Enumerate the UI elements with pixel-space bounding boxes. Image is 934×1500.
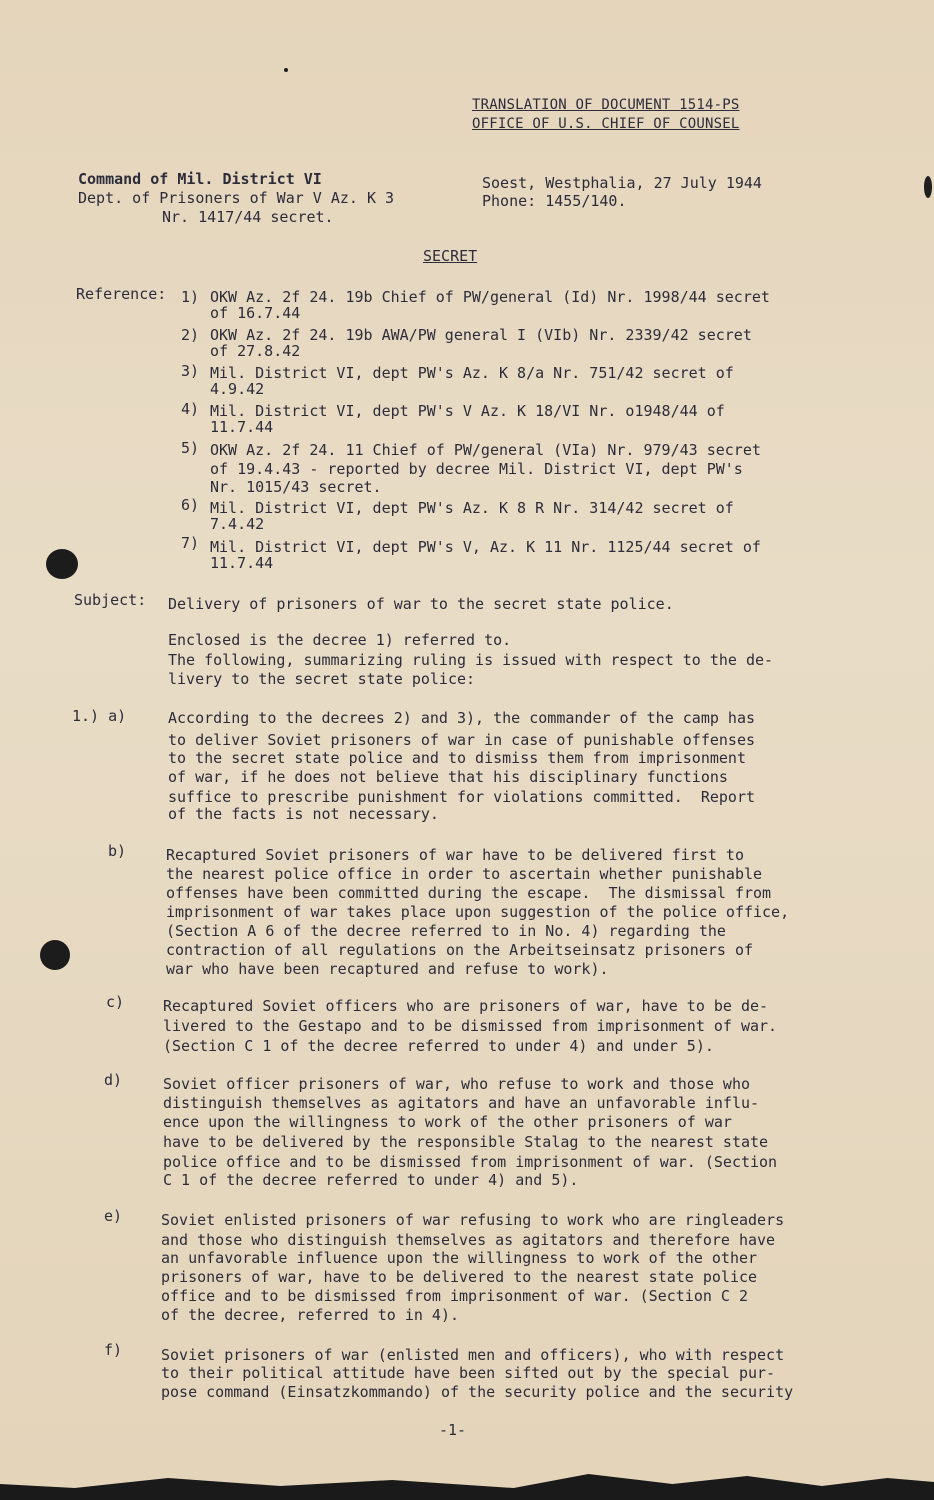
item-line: police office and to be dismissed from imprisonment of war. (Section [163,1153,778,1171]
page-number: -1- [439,1421,467,1439]
reference-num: 6) [181,496,200,514]
sender-command: Command of Mil. District VI [78,170,322,188]
reference-line: Mil. District VI, dept PW's V, Az. K 11 Nr. 1125/44 secret of [210,538,761,556]
intro-line: livery to the secret state police: [168,670,476,688]
classification-heading: SECRET [423,247,478,265]
item-label: 1.) a) [72,707,127,725]
reference-num: 7) [181,534,200,552]
punch-hole [46,549,78,579]
item-line: prisoners of war, have to be delivered to the nearest state police [161,1268,758,1286]
reference-line: Mil. District VI, dept PW's Az. K 8 R Nr. 314/42 secret of [210,499,734,517]
torn-bottom-edge [0,1460,934,1500]
reference-num: 1) [181,288,200,306]
speck [284,68,288,72]
reference-line: of 27.8.42 [210,342,301,360]
item-line: distinguish themselves as agitators and have an unfavorable influ- [163,1094,760,1112]
item-line: Recaptured Soviet prisoners of war have to be delivered first to [166,846,744,864]
item-line: Soviet enlisted prisoners of war refusing to work who are ringleaders [161,1211,785,1229]
item-label: b) [108,842,127,860]
item-label: f) [104,1341,123,1359]
reference-line: Mil. District VI, dept PW's Az. K 8/a Nr. 751/42 secret of [210,364,734,382]
intro-line: The following, summarizing ruling is issued with respect to the de- [168,651,774,669]
reference-line: 11.7.44 [210,418,274,436]
item-line: the nearest police office in order to ascertain whether punishable [166,865,763,883]
item-line: office and to be dismissed from imprisonment of war. (Section C 2 [161,1287,748,1305]
item-line: suffice to prescribe punishment for violations committed. Report [168,788,755,806]
punch-hole [40,940,70,970]
reference-line: of 16.7.44 [210,304,301,322]
reference-num: 3) [181,362,200,380]
item-line: According to the decrees 2) and 3), the commander of the camp has [168,709,755,727]
item-line: C 1 of the decree referred to under 4) and 5). [163,1171,579,1189]
reference-line: Mil. District VI, dept PW's V Az. K 18/VI Nr. o1948/44 of [210,402,725,420]
item-line: have to be delivered by the responsible Stalag to the nearest state [163,1133,769,1151]
item-line: livered to the Gestapo and to be dismissed from imprisonment of war. [163,1017,778,1035]
intro-line: Enclosed is the decree 1) referred to. [168,631,512,649]
item-line: Soviet officer prisoners of war, who refuse to work and those who [163,1075,750,1093]
item-line: of the decree, referred to in 4). [161,1306,460,1324]
item-line: offenses have been committed during the escape. The dismissal from [166,884,772,902]
item-line: to their political attitude have been sifted out by the special pur- [161,1364,776,1382]
reference-label: Reference: [76,285,167,303]
item-line: pose command (Einsatzkommando) of the security police and the security [161,1383,794,1401]
item-line: to deliver Soviet prisoners of war in case of punishable offenses [168,731,755,749]
reference-num: 2) [181,326,200,344]
item-line: Recaptured Soviet officers who are prisoners of war, have to be de- [163,997,769,1015]
translation-title: TRANSLATION OF DOCUMENT 1514-PS [472,97,740,113]
reference-line: 4.9.42 [210,380,265,398]
item-line: of war, if he does not believe that his disciplinary functions [168,768,728,786]
item-line: an unfavorable influence upon the willingness to work of the other [161,1249,758,1267]
item-label: d) [104,1071,123,1089]
item-line: war who have been recaptured and refuse to work). [166,960,609,978]
subject-text: Delivery of prisoners of war to the secret state police. [168,595,674,613]
item-line: and those who distinguish themselves as agitators and therefore have [161,1231,776,1249]
sender-number: Nr. 1417/44 secret. [162,208,334,226]
counsel-office: OFFICE OF U.S. CHIEF OF COUNSEL [472,116,740,132]
item-line: imprisonment of war takes place upon suggestion of the police office, [166,903,790,921]
edge-mark [924,176,932,198]
item-line: (Section C 1 of the decree referred to under 4) and under 5). [163,1037,714,1055]
reference-line: OKW Az. 2f 24. 19b AWA/PW general I (VIb) Nr. 2339/42 secret [210,326,752,344]
item-line: ence upon the willingness to work of the other prisoners of war [163,1113,732,1131]
reference-line: OKW Az. 2f 24. 11 Chief of PW/general (VIa) Nr. 979/43 secret [210,441,761,459]
phone-number: Phone: 1455/140. [482,192,627,210]
reference-num: 4) [181,400,200,418]
item-line: contraction of all regulations on the Arbeitseinsatz prisoners of [166,941,753,959]
reference-line: OKW Az. 2f 24. 19b Chief of PW/general (Id) Nr. 1998/44 secret [210,288,770,306]
sender-dept: Dept. of Prisoners of War V Az. K 3 [78,189,395,207]
item-line: Soviet prisoners of war (enlisted men and officers), who with respect [161,1346,785,1364]
item-label: c) [106,993,125,1011]
reference-line: 7.4.42 [210,515,265,533]
reference-line: of 19.4.43 - reported by decree Mil. District VI, dept PW's [210,460,743,478]
item-line: to the secret state police and to dismiss them from imprisonment [168,749,746,767]
item-line: (Section A 6 of the decree referred to in No. 4) regarding the [166,922,726,940]
reference-line: 11.7.44 [210,554,274,572]
reference-line: Nr. 1015/43 secret. [210,478,382,496]
item-line: of the facts is not necessary. [168,805,439,823]
item-label: e) [104,1207,123,1225]
reference-num: 5) [181,439,200,457]
place-date: Soest, Westphalia, 27 July 1944 [482,174,762,192]
subject-label: Subject: [74,591,147,609]
